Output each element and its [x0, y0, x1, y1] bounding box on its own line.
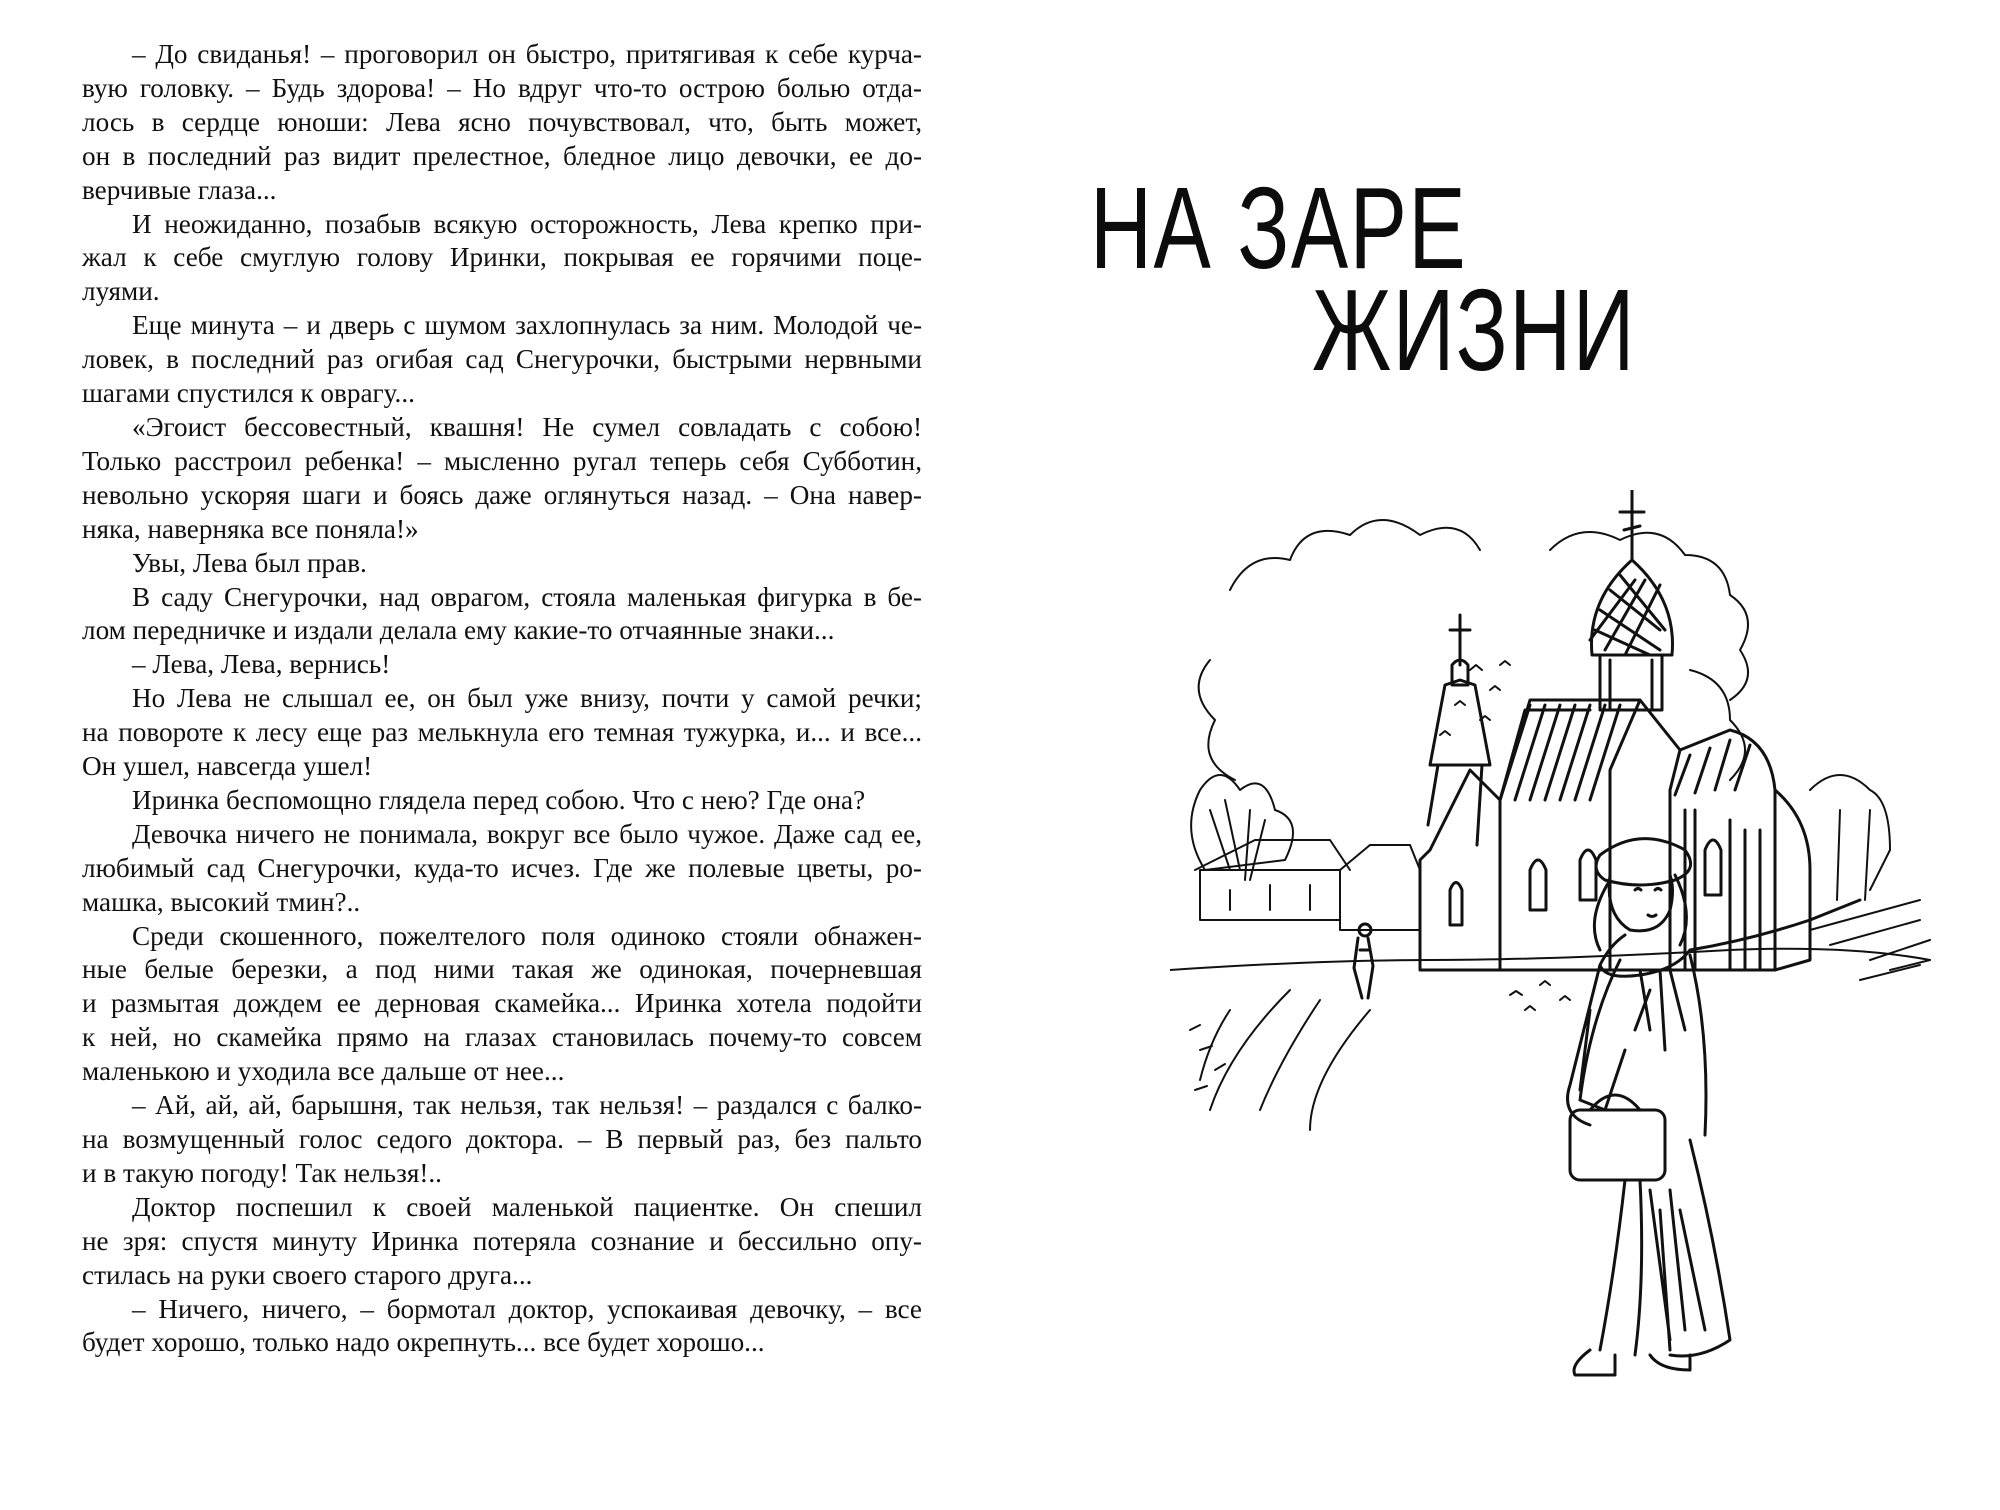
- text-line: на возмущенный голос седого доктора. – В первый раз, без пальто: [82, 1124, 922, 1154]
- text-line: машка, высокий тмин?..: [82, 886, 361, 917]
- paragraph-5: [82, 547, 922, 581]
- church-spire: [1428, 615, 1490, 845]
- text-line: любимый сад Снегурочки, куда-то исчез. Где же полевые цветы, ро-: [82, 852, 922, 883]
- text-line: и в такую погоду! Так нельзя!..: [82, 1157, 442, 1188]
- paragraph-14: [82, 1293, 922, 1361]
- text-line: Еще минута – и дверь с шумом захлопнулась за ним. Молодой че-: [132, 310, 922, 341]
- text-line: – Ай, ай, ай, барышня, так нельзя, так нельзя! – раздался с балко-: [132, 1090, 922, 1121]
- text-line: Иринка беспомощно глядела перед собою. Что с нею? Где она?: [132, 784, 866, 815]
- text-line: шагами спустился к оврагу...: [82, 378, 415, 409]
- paragraph-2: [82, 208, 922, 310]
- paragraph-6: [82, 581, 922, 649]
- text-line: ловек, в последний раз огибая сад Снегурочки, быстрыми нервными: [82, 344, 922, 375]
- paragraph-4: [82, 411, 922, 547]
- text-line: вую головку. – Будь здорова! – Но вдруг что-то острою болью отда-: [82, 72, 922, 103]
- text-line: жал к себе смуглую голову Иринки, покрывая ее горячими поце-: [82, 242, 922, 273]
- text-line: невольно ускоряя шаги и боясь даже оглянуться назад. – Она навер-: [82, 479, 922, 510]
- text-line: лось в сердце юноши: Лева ясно почувствовал, что, быть может,: [82, 106, 922, 137]
- paragraph-7: [82, 648, 922, 682]
- text-line: маленькою и уходила все дальше от нее...: [82, 1056, 565, 1087]
- text-line: «Эгоист бессовестный, квашня! Не сумел совладать с собою!: [132, 411, 922, 442]
- text-line: В саду Снегурочки, над оврагом, стояла маленькая фигурка в бе-: [132, 581, 922, 612]
- text-line: не зря: спустя минуту Иринка потеряла сознание и бессильно опу-: [82, 1225, 922, 1256]
- text-column: [82, 38, 922, 1360]
- text-line: к ней, но скамейка прямо на глазах становилась почему-то совсем: [82, 1022, 922, 1053]
- paragraph-8: [82, 682, 922, 784]
- text-line: Но Лева не слышал ее, он был уже внизу, почти у самой речки;: [132, 683, 922, 714]
- paragraph-3: [82, 309, 922, 411]
- paragraph-12: [82, 1089, 922, 1191]
- text-line: будет хорошо, только надо окрепнуть... все будет хорошо...: [82, 1327, 765, 1358]
- cloud-sketch: [1199, 520, 1748, 780]
- text-line: няка, наверняка все поняла!»: [82, 513, 419, 544]
- text-line: Только расстроил ребенка! – мысленно ругал теперь себя Субботин,: [82, 445, 922, 476]
- text-line: стилась на руки своего старого друга...: [82, 1259, 533, 1290]
- right-page: [1000, 0, 2000, 1510]
- text-line: Доктор поспешил к своей маленькой пациентке. Он спешил: [132, 1191, 922, 1222]
- text-line: – Ничего, ничего, – бормотал доктор, успокаивая девочку, – все: [132, 1293, 922, 1324]
- paragraph-13: [82, 1191, 922, 1293]
- text-line: – Лева, Лева, вернись!: [132, 649, 391, 680]
- text-line: ные белые березки, а под ними такая же одинокая, почерневшая: [82, 954, 922, 985]
- chapter-title-line-1: НА ЗАРЕ: [1090, 163, 1468, 293]
- paragraph-1: [82, 38, 922, 208]
- text-line: на повороте к лесу еще раз мелькнула его темная тужурка, и... и все...: [82, 717, 922, 748]
- text-line: верчивые глаза...: [82, 174, 277, 205]
- text-line: луями.: [82, 276, 160, 307]
- text-line: Девочка ничего не понимала, вокруг все было чужое. Даже сад ее,: [132, 818, 922, 849]
- paragraph-10: [82, 818, 922, 920]
- paragraph-11: [82, 920, 922, 1090]
- chapter-title-line-2: ЖИЗНИ: [1312, 265, 1636, 395]
- paragraph-9: [82, 784, 922, 818]
- church-girl-illustration: [1170, 490, 1940, 1410]
- church-dome: [1590, 490, 1673, 710]
- text-line: Он ушел, навсегда ушел!: [82, 751, 373, 782]
- text-line: он в последний раз видит прелестное, бледное лицо девочки, ее до-: [82, 140, 922, 171]
- text-line: Увы, Лева был прав.: [132, 547, 367, 578]
- text-line: И неожиданно, позабыв всякую осторожность, Лева крепко при-: [132, 208, 922, 239]
- text-line: и размытая дождем ее дерновая скамейка... Иринка хотела подойти: [82, 988, 922, 1019]
- text-line: – До свиданья! – проговорил он быстро, притягивая к себе курча-: [132, 39, 922, 69]
- ground: [1170, 900, 1930, 1130]
- text-line: Среди скошенного, пожелтелого поля одиноко стояли обнажен-: [132, 920, 922, 951]
- text-line: лом передничке и издали делала ему какие-то отчаянные знаки...: [82, 615, 835, 646]
